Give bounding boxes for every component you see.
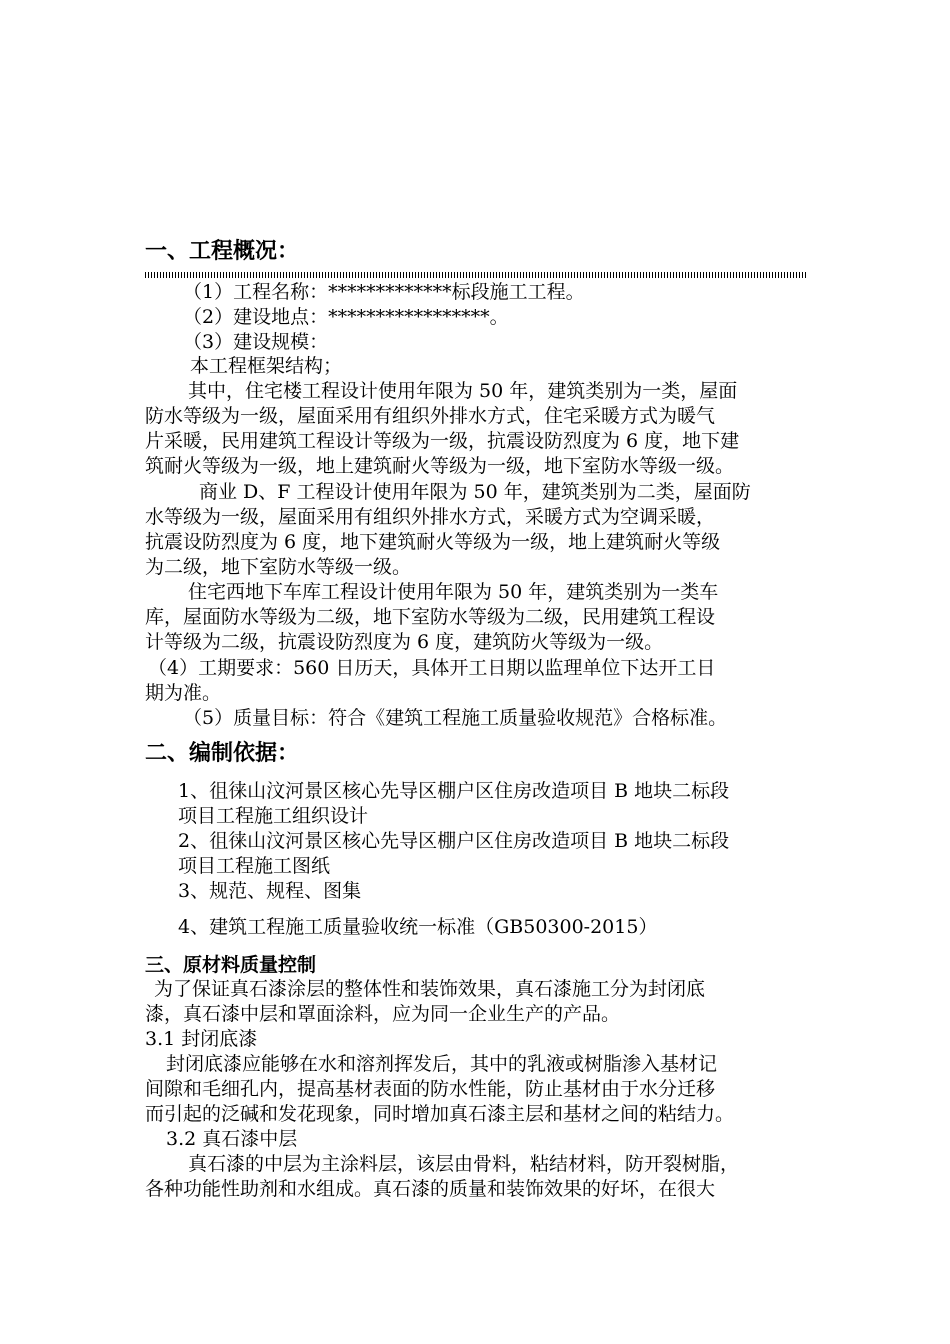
basis-item: 项目工程施工图纸 [178, 855, 331, 877]
schedule-line: （4）工期要求：560 日历天，具体开工日期以监理单位下达开工日 [148, 657, 716, 679]
subsection-heading: 3.1 封闭底漆 [145, 1028, 258, 1050]
paragraph-line: 为了保证真石漆涂层的整体性和装饰效果，真石漆施工分为封闭底 [154, 978, 706, 1000]
basis-item: 4、建筑工程施工质量验收统一标准（GB50300-2015） [178, 916, 658, 938]
paragraph-line: 封闭底漆应能够在水和溶剂挥发后，其中的乳液或树脂渗入基材记 [166, 1053, 718, 1075]
paragraph-line: 片采暖，民用建筑工程设计等级为一级，抗震设防烈度为 6 度，地下建 [145, 430, 740, 452]
section-3-heading: 三、原材料质量控制 [145, 954, 317, 976]
paragraph-line: 住宅西地下车库工程设计使用年限为 50 年，建筑类别为一类车 [188, 581, 719, 603]
project-scale-line: （3）建设规模： [183, 331, 329, 353]
project-location-line: （2）建设地点：*****************。 [183, 306, 509, 328]
project-name-line: （1）工程名称：*************标段施工工程。 [183, 281, 585, 303]
basis-item: 项目工程施工组织设计 [178, 805, 369, 827]
subsection-heading: 3.2 真石漆中层 [166, 1128, 298, 1150]
section-2-heading: 二、编制依据： [145, 741, 300, 766]
paragraph-line: 间隙和毛细孔内，提高基材表面的防水性能，防止基材由于水分迁移 [145, 1078, 716, 1100]
paragraph-line: 其中，住宅楼工程设计使用年限为 50 年，建筑类别为一类，屋面 [188, 380, 738, 402]
structure-line: 本工程框架结构； [190, 355, 343, 377]
basis-item: 3、规范、规程、图集 [178, 880, 362, 902]
basis-item: 2、徂徕山汶河景区核心先导区棚户区住房改造项目 B 地块二标段 [178, 830, 730, 852]
paragraph-line: 筑耐火等级为一级，地上建筑耐火等级为一级，地下室防水等级一级。 [145, 455, 735, 477]
paragraph-line: 漆，真石漆中层和罩面涂料，应为同一企业生产的产品。 [145, 1003, 621, 1025]
paragraph-line: 抗震设防烈度为 6 度，地下建筑耐火等级为一级，地上建筑耐火等级 [145, 531, 721, 553]
paragraph-line: 各种功能性助剂和水组成。真石漆的质量和装饰效果的好坏，在很大 [145, 1178, 716, 1200]
schedule-line: 期为准。 [145, 682, 222, 704]
basis-item: 1、徂徕山汶河景区核心先导区棚户区住房改造项目 B 地块二标段 [178, 780, 730, 802]
paragraph-line: 水等级为一级，屋面采用有组织外排水方式，采暖方式为空调采暖， [145, 506, 716, 528]
quality-target-line: （5）质量目标：符合《建筑工程施工质量验收规范》合格标准。 [183, 707, 728, 729]
paragraph-line: 为二级，地下室防水等级一级。 [145, 556, 412, 578]
paragraph-line: 商业 D、F 工程设计使用年限为 50 年，建筑类别为二类，屋面防 [199, 481, 751, 503]
paragraph-line: 真石漆的中层为主涂料层，该层由骨料，粘结材料，防开裂树脂， [188, 1153, 740, 1175]
paragraph-line: 而引起的泛碱和发花现象，同时增加真石漆主层和基材之间的粘结力。 [145, 1103, 735, 1125]
paragraph-line: 库，屋面防水等级为二级，地下室防水等级为二级，民用建筑工程设 [145, 606, 716, 628]
paragraph-line: 防水等级为一级，屋面采用有组织外排水方式，住宅采暖方式为暖气 [145, 405, 716, 427]
section-1-heading: 一、工程概况： [145, 239, 300, 264]
heading-divider [145, 272, 807, 278]
paragraph-line: 计等级为二级，抗震设防烈度为 6 度，建筑防火等级为一级。 [145, 631, 664, 653]
